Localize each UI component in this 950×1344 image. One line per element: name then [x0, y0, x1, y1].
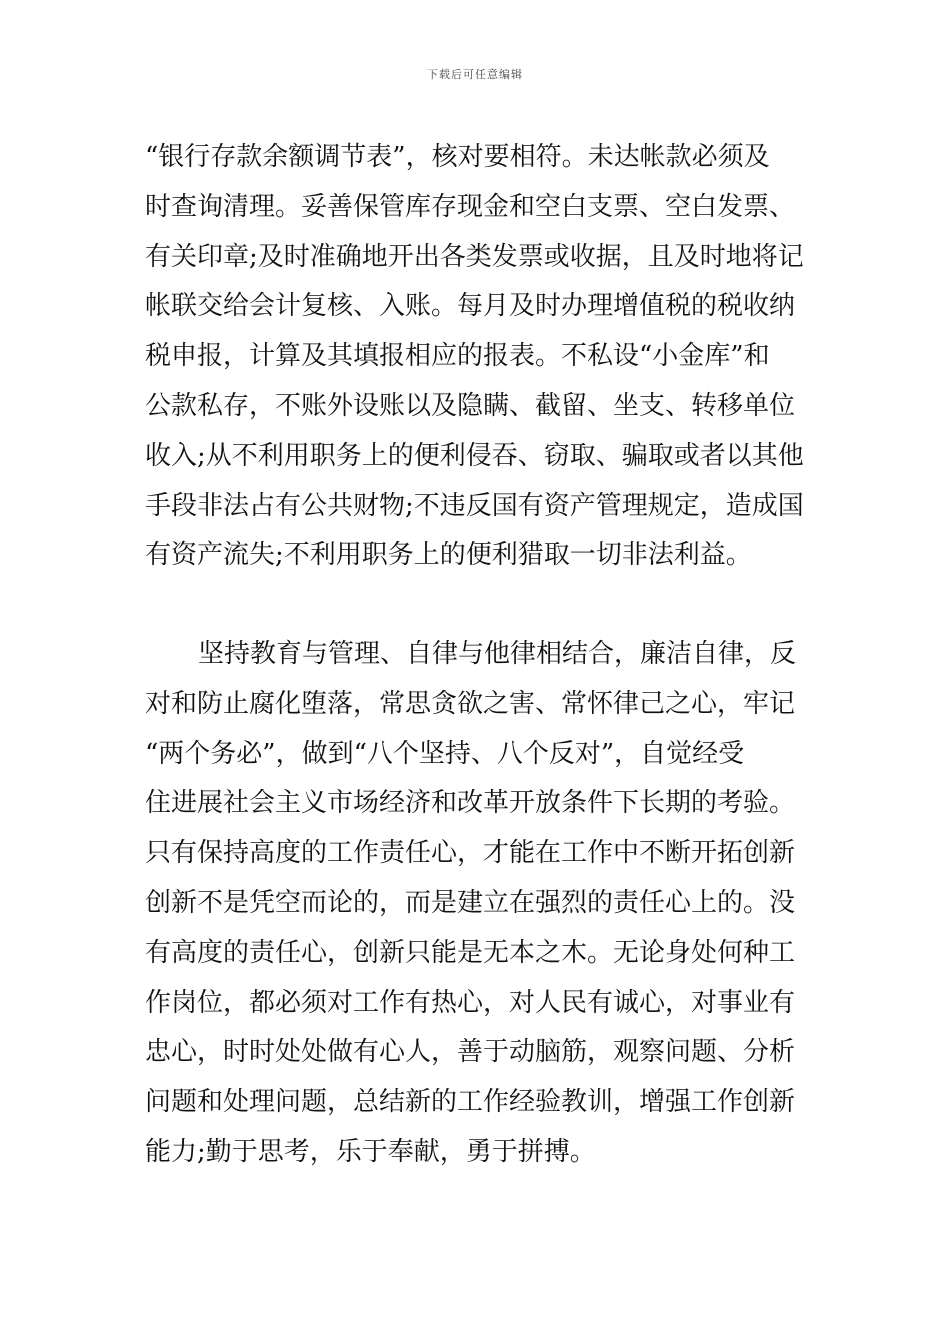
text-line: “银行存款余额调节表”，核对要相符。未达帐款必须及 [145, 142, 770, 172]
page-header: 下载后可任意编辑 [427, 68, 523, 81]
text-line: 有高度的责任心，创新只能是无本之木。无论身处何种工 [145, 937, 796, 968]
text-line: 坚持教育与管理、自律与他律相结合，廉洁自律，反 [198, 639, 797, 669]
text-line: 有关印章;及时准确地开出各类发票或收据，且及时地将记 [145, 241, 804, 272]
text-line: 忠心，时时处处做有心人，善于动脑筋，观察问题、分析 [145, 1037, 796, 1068]
paragraph-2 [145, 630, 815, 1178]
text-line: 公款私存，不账外设账以及隐瞒、截留、坐支、转移单位 [145, 390, 796, 421]
text-line: 能力;勤于思考，乐于奉献，勇于拼搏。 [145, 1136, 596, 1167]
text-line: 只有保持高度的工作责任心，才能在工作中不断开拓创新 [145, 838, 796, 869]
text-line: 税申报，计算及其填报相应的报表。不私设“小金库”和 [145, 341, 770, 372]
text-line: 时查询清理。妥善保管库存现金和空白支票、空白发票、 [145, 191, 796, 222]
paragraph-1 [145, 133, 815, 581]
text-line: “两个务必”，做到“八个坚持、八个反对”，自觉经受 [145, 738, 745, 769]
text-line: 作岗位，都必须对工作有热心，对人民有诚心，对事业有 [145, 987, 796, 1018]
text-line: 住进展社会主义市场经济和改革开放条件下长期的考验。 [145, 788, 796, 819]
text-line: 对和防止腐化堕落，常思贪欲之害、常怀律己之心，牢记 [145, 688, 796, 719]
text-line: 帐联交给会计复核、入账。每月及时办理增值税的税收纳 [145, 291, 796, 322]
text-line: 问题和处理问题，总结新的工作经验教训，增强工作创新 [145, 1087, 796, 1118]
text-line: 收入;从不利用职务上的便利侵吞、窃取、骗取或者以其他 [145, 440, 804, 471]
text-line: 创新不是凭空而论的，而是建立在强烈的责任心上的。没 [145, 887, 796, 918]
text-line: 有资产流失;不利用职务上的便利猎取一切非法利益。 [145, 540, 752, 571]
text-line: 手段非法占有公共财物;不违反国有资产管理规定，造成国 [145, 490, 804, 521]
